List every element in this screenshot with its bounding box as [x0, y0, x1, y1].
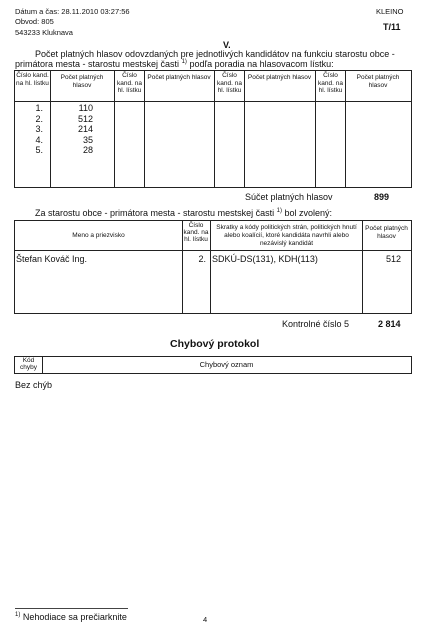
elected-col-votes-header: Počet platných hlasov [365, 225, 408, 240]
candidate-number: 2. [35, 113, 43, 124]
elected-name: Štefan Kováč Ing. [16, 254, 88, 264]
date-time [15, 7, 130, 16]
date-value: 28.11.2010 03:27:56 [61, 7, 130, 16]
elected-heading-end: bol zvolený: [284, 208, 332, 218]
elected-col-parties-header: Skratky a kódy politických strán, politických hnutí alebo koalícií, ktoré kandidáta navrhli alebo nezávislý kandidát [216, 224, 357, 247]
votes-col-count-header: Počet platných hlasov [60, 74, 104, 89]
elected-number: 2. [198, 254, 206, 264]
district-label: Obvod: [15, 17, 40, 26]
candidate-votes: 28 [82, 145, 93, 155]
system-name: KLEINO [376, 7, 404, 16]
candidate-votes: 512 [77, 113, 93, 124]
footnote-mark: 1) [15, 612, 21, 618]
district [15, 17, 54, 26]
elected-heading [35, 208, 332, 218]
date-label: Dátum a čas: [15, 7, 60, 16]
table-row [15, 114, 111, 125]
candidate-number: 5. [35, 145, 43, 155]
district-value: 805 [41, 17, 54, 26]
elected-col-number-header: Číslo kand. na hl. lístku [183, 222, 209, 243]
table-row [15, 124, 111, 135]
elected-col-name-header: Meno a priezvisko [72, 232, 125, 239]
section-number: V. [223, 40, 231, 50]
candidate-votes: 110 [78, 103, 93, 113]
table-row [15, 145, 111, 156]
error-col-message-header: Chybový oznam [199, 360, 254, 369]
candidate-number: 1. [35, 103, 43, 113]
footnote-text: Nehodiace sa prečiarknite [22, 612, 127, 622]
table-row [15, 135, 111, 146]
table-row [15, 103, 111, 114]
control-label: Kontrolné číslo 5 [282, 319, 350, 329]
sum-value: 899 [374, 192, 390, 202]
votes-col-number-header: Číslo kand. na hl. lístku [217, 72, 242, 94]
error-col-code-header: Kód chyby [20, 357, 37, 371]
votes-col-number-header: Číslo kand. na hl. lístku [318, 72, 343, 94]
candidate-votes: 35 [82, 134, 93, 145]
votes-col-number-header: Číslo kand. na hl. lístku [16, 72, 49, 87]
candidate-number: 4. [35, 134, 43, 145]
elected-parties: SDKÚ-DS(131), KDH(113) [212, 254, 318, 264]
sum-label: Súčet platných hlasov [245, 192, 333, 202]
section-intro-line2 [15, 59, 334, 69]
section-intro-line1: Počet platných hlasov odovzdaných pre jednotlivých kandidátov na funkciu starostu obce - [35, 49, 395, 59]
elected-votes: 512 [385, 254, 401, 264]
error-protocol-title: Chybový protokol [170, 338, 260, 350]
votes-col-count-header: Počet platných hlasov [356, 74, 400, 89]
votes-col-count-header: Počet platných hlasov [147, 74, 211, 81]
municipality: 543233 Kluknava [15, 28, 73, 37]
section-intro-text: primátora mesta - starostu mestskej časti [15, 59, 180, 69]
elected-heading-text: Za starostu obce - primátora mesta - starostu mestskej časti [35, 208, 275, 218]
candidate-number: 3. [35, 124, 43, 134]
control-value: 2 814 [378, 319, 401, 329]
votes-rows [15, 103, 111, 156]
footnote-ref: 1) [276, 208, 282, 214]
section-intro-text-end: podľa poradia na hlasovacom lístku: [189, 59, 334, 69]
candidate-votes: 214 [77, 124, 93, 134]
footnote [15, 612, 127, 622]
page-number: 4 [203, 615, 208, 624]
error-status: Bez chýb [15, 380, 53, 390]
votes-col-count-header: Počet platných hlasov [247, 74, 312, 81]
footnote-ref: 1) [181, 59, 187, 65]
votes-col-number-header: Číslo kand. na hl. lístku [117, 72, 142, 94]
form-code: T/11 [383, 22, 401, 32]
